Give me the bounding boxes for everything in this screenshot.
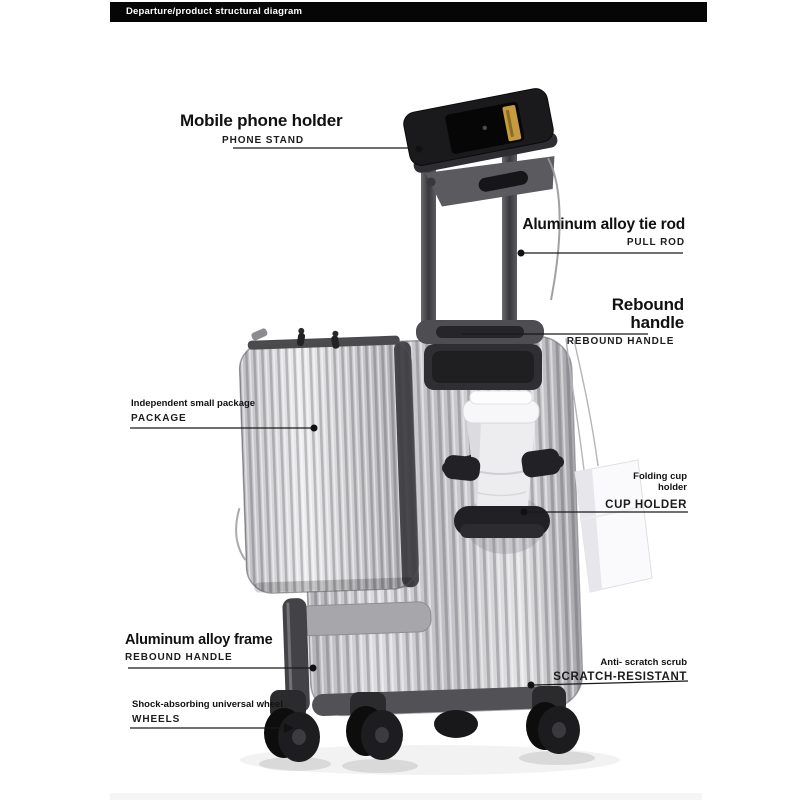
- callout-scratch: [527, 657, 687, 684]
- callout-sub: WHEELS: [132, 714, 181, 726]
- callout-title: Mobile phone holder: [180, 111, 343, 130]
- callout-sub: SCRATCH-RESISTANT: [553, 671, 687, 684]
- callout-frame: [125, 633, 272, 663]
- callout-sub: REBOUND HANDLE: [125, 652, 233, 664]
- callout-title: Aluminum alloy tie rod: [522, 216, 685, 233]
- callout-sub: REBOUND HANDLE: [566, 335, 675, 347]
- banner-title: Departure/product structural diagram: [126, 6, 303, 17]
- callout-phone-stand: [180, 112, 346, 146]
- callout-sub: PULL ROD: [626, 237, 685, 249]
- callout-title: Aluminum alloy frame: [125, 632, 273, 648]
- callout-pull-rod: [485, 217, 685, 248]
- callout-wheels: [132, 699, 283, 725]
- callout-package: [131, 398, 255, 424]
- callout-title: Folding cup holder: [633, 471, 687, 494]
- callout-rebound-handle: [557, 296, 684, 347]
- callout-sub: PHONE STAND: [222, 134, 304, 146]
- header-banner: [110, 2, 707, 22]
- bottom-strip: [110, 793, 702, 800]
- callout-cup-holder: [567, 471, 687, 512]
- callout-title: Independent small package: [131, 398, 256, 409]
- callout-title: Rebound handle: [611, 295, 684, 332]
- front-pocket-graphic: [229, 322, 419, 594]
- callout-title: Shock-absorbing universal wheel: [132, 699, 283, 710]
- callout-sub: PACKAGE: [131, 413, 187, 425]
- callout-sub: CUP HOLDER: [605, 499, 687, 512]
- callout-title: Anti- scratch scrub: [600, 657, 687, 668]
